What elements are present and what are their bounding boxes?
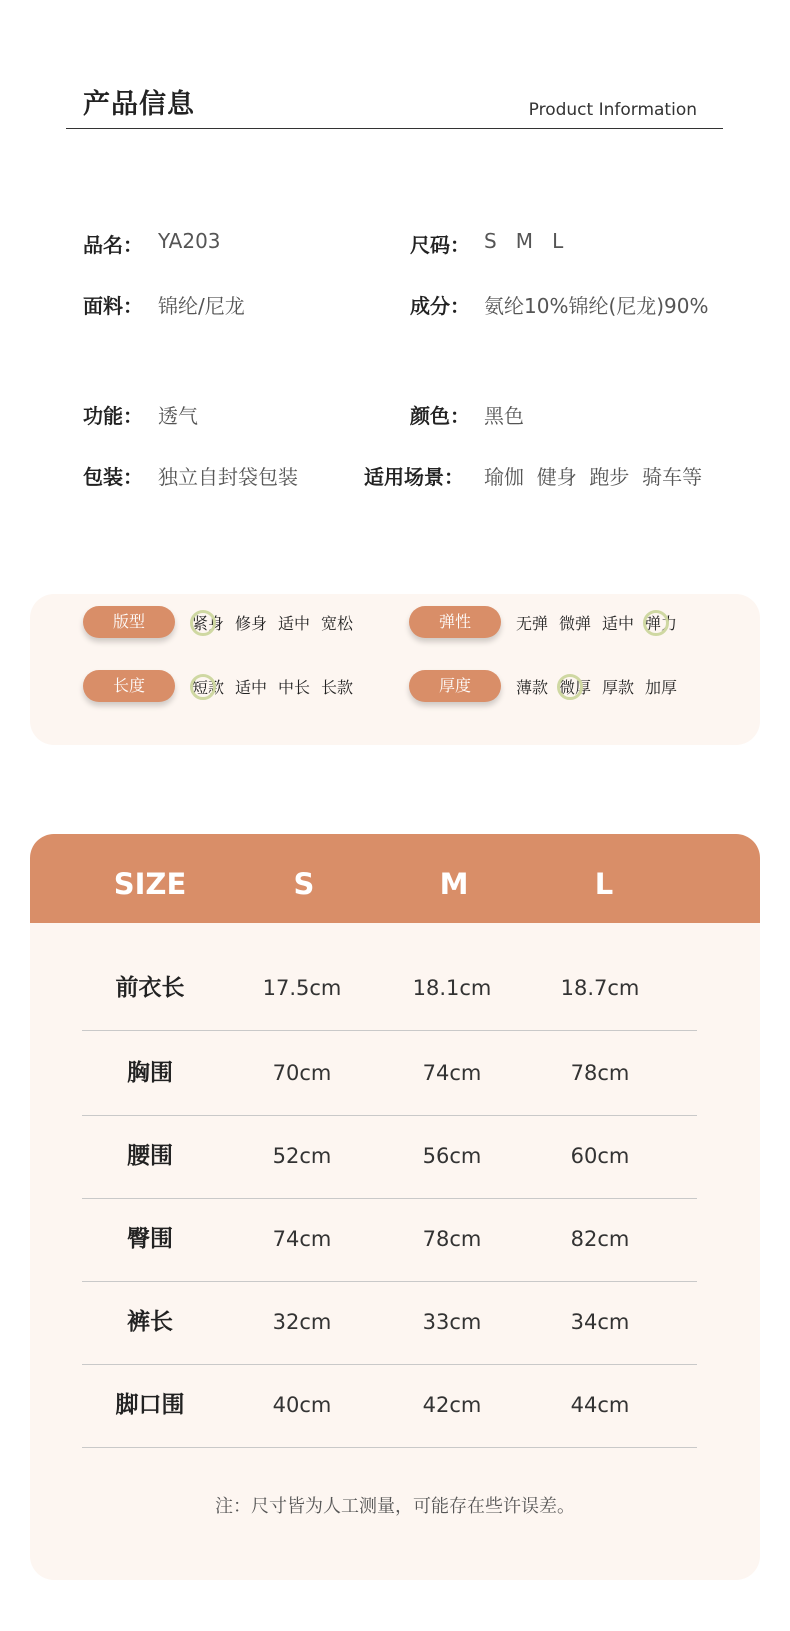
attr-option-selected: 弹力: [645, 611, 677, 634]
attribute-panel: [30, 594, 760, 745]
table-row: [82, 1363, 697, 1448]
row-name: 胸围: [127, 1060, 173, 1086]
attr-option: 加厚: [645, 678, 678, 697]
attr-option: 修身: [235, 614, 268, 633]
header-divider: [66, 128, 723, 129]
info-label-package: 包装：: [83, 465, 143, 489]
info-label-function: 功能：: [83, 404, 143, 428]
row-name: 腰围: [127, 1143, 173, 1169]
cell-s: 74cm: [272, 1227, 332, 1251]
attr-pill-elasticity: 弹性: [409, 606, 501, 638]
attr-pill-thickness: 厚度: [409, 670, 501, 702]
header-cell-l: L: [594, 867, 614, 901]
table-row: [82, 946, 697, 1031]
cell-s: 32cm: [272, 1310, 332, 1334]
attr-option: 微弹: [559, 614, 592, 633]
cell-m: 18.1cm: [412, 976, 492, 1000]
info-label-size: 尺码：: [410, 233, 470, 257]
info-label-fabric: 面料：: [83, 294, 143, 318]
attr-option: 无弹: [516, 614, 549, 633]
attr-pill-length: 长度: [83, 670, 175, 702]
cell-l: 78cm: [570, 1061, 630, 1085]
measurement-note: 注：尺寸皆为人工测量，可能存在些许误差。: [215, 1496, 575, 1517]
header-cell-s: S: [293, 867, 315, 901]
attr-option: 薄款: [516, 678, 549, 697]
cell-m: 78cm: [422, 1227, 482, 1251]
attr-option: 宽松: [321, 614, 354, 633]
row-name: 脚口围: [115, 1392, 185, 1418]
attr-option: 适中: [235, 678, 268, 697]
info-label-color: 颜色：: [410, 404, 470, 428]
table-row: [82, 1114, 697, 1199]
size-table: [30, 834, 760, 1580]
info-value-package: 独立自封袋包装: [158, 465, 298, 489]
cell-s: 40cm: [272, 1393, 332, 1417]
info-label-composition: 成分：: [410, 294, 470, 318]
row-name: 前衣长: [115, 975, 185, 1001]
info-label-name: 品名：: [83, 233, 143, 257]
cell-l: 44cm: [570, 1393, 630, 1417]
cell-m: 33cm: [422, 1310, 482, 1334]
attr-option: 适中: [278, 614, 311, 633]
attr-option-selected: 微厚: [559, 675, 591, 698]
attr-option: 厚款: [602, 678, 635, 697]
info-value-name: YA203: [158, 229, 221, 253]
row-name: 臀围: [127, 1226, 173, 1252]
attr-option-selected: 短款: [192, 675, 224, 698]
cell-s: 52cm: [272, 1144, 332, 1168]
cell-l: 82cm: [570, 1227, 630, 1251]
cell-s: 17.5cm: [262, 976, 342, 1000]
info-value-composition: 氨纶10%锦纶(尼龙)90%: [484, 294, 709, 318]
attr-option-selected: 紧身: [192, 611, 224, 634]
attr-option: 长款: [321, 678, 354, 697]
cell-l: 18.7cm: [560, 976, 640, 1000]
attr-pill-fit: 版型: [83, 606, 175, 638]
attr-option: 中长: [278, 678, 311, 697]
info-value-function: 透气: [158, 404, 198, 428]
info-value-scenario: 瑜伽 健身 跑步 骑车等: [484, 465, 703, 489]
header-cell-size: SIZE: [113, 867, 187, 901]
info-value-fabric: 锦纶/尼龙: [158, 294, 245, 318]
row-name: 裤长: [127, 1309, 173, 1335]
page-subtitle: Product Information: [528, 100, 697, 120]
size-table-header: [30, 834, 760, 923]
table-row: [82, 1197, 697, 1282]
cell-l: 34cm: [570, 1310, 630, 1334]
info-label-scenario: 适用场景：: [364, 465, 464, 489]
cell-m: 42cm: [422, 1393, 482, 1417]
info-value-color: 黑色: [484, 404, 524, 428]
cell-s: 70cm: [272, 1061, 332, 1085]
info-value-size: S M L: [484, 229, 564, 253]
attr-option: 适中: [602, 614, 635, 633]
table-row: [82, 1280, 697, 1365]
cell-m: 74cm: [422, 1061, 482, 1085]
table-row: [82, 1031, 697, 1116]
header-cell-m: M: [439, 867, 469, 901]
page-title: 产品信息: [83, 89, 195, 120]
cell-m: 56cm: [422, 1144, 482, 1168]
cell-l: 60cm: [570, 1144, 630, 1168]
